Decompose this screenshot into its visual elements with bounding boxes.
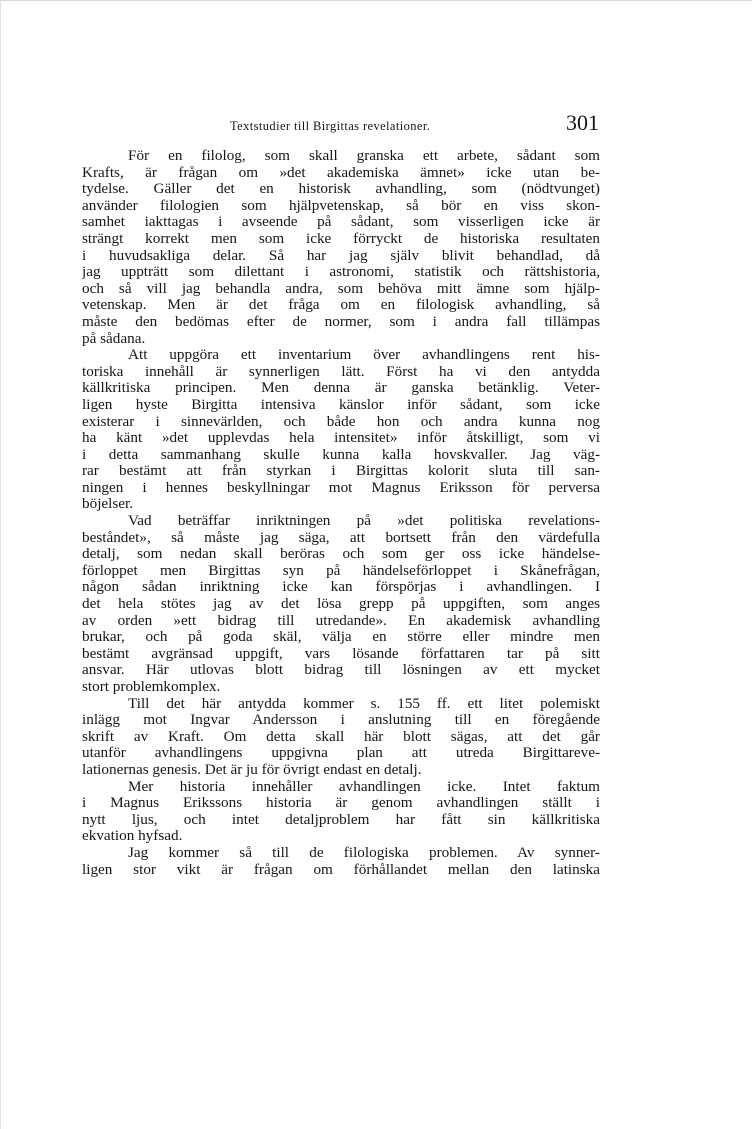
text-line: samhet iakttagas i avseende på sådant, som visserligen icke är [82,214,600,231]
text-line: Vad beträffar inriktningen på »det politiska revelations- [128,513,600,530]
text-line: ligen stor vikt är frågan om förhållandet mellan den latinska [82,861,600,878]
text-line: Till det här antydda kommer s. 155 ff. ett litet polemiskt [128,695,600,712]
text-line: måste den bedömas efter de normer, som i andra fall tillämpas [82,313,600,330]
text-line: inlägg mot Ingvar Andersson i anslutning till en föregående [82,712,600,729]
text-line: vetenskap. Men är det fråga om en filologisk avhandling, så [82,297,600,314]
page-number: 301 [566,110,599,135]
running-head [82,110,600,144]
text-line: förloppet men Birgittas syn på händelseförloppet i Skånefrågan, [82,562,600,579]
text-line: någon sådan inriktning icke kan förspörjas i avhandlingen. I [82,579,600,596]
text-line: använder filologien som hjälpvetenskap, så bör en viss skon- [82,197,600,214]
text-line: ha känt »det upplevdas hela intensitet» inför åtskilligt, som vi [82,430,600,447]
text-line: ekvation hyfsad. [82,828,183,845]
text-line: tydelse. Gäller det en historisk avhandling, som (nödtvunget) [82,181,600,198]
text-line: ningen i hennes beskyllningar mot Magnus Eriksson för perversa [82,479,600,496]
text-line: på sådana. [82,330,146,347]
text-line: ligen hyste Birgitta intensiva känslor inför sådant, som icke [82,396,600,413]
text-line: utanför avhandlingens uppgivna plan att utreda Birgittareve- [82,745,600,762]
text-line: Att uppgöra ett inventarium över avhandlingens rent his- [128,347,600,364]
text-line: ansvar. Här utlovas blott bidrag till lösningen av ett mycket [82,662,600,679]
running-title: Textstudier till Birgittas revelationer. [230,119,431,133]
text-line: För en filolog, som skall granska ett arbete, sådant som [128,148,600,164]
body-text [82,148,600,878]
text-line: Krafts, är frågan om »det akademiska ämnet» icke utan be- [82,164,600,181]
text-line: och så vill jag behandla andra, som behöva mitt ämne som hjälp- [82,280,600,297]
text-line: i huvudsakliga delar. Så har jag själv blivit behandlad, då [82,247,600,264]
text-line: strängt korrekt men som icke förryckt de historiska resultaten [82,230,600,247]
text-line: det hela stötes jag av det lösa grepp på uppgiften, som anges [82,596,600,613]
text-line: lationernas genesis. Det är ju för övrigt endast en detalj. [82,761,422,778]
text-line: existerar i sinnevärlden, och både hon och andra kunna nog [82,413,600,430]
text-line: Jag kommer så till de filologiska problemen. Av synner- [128,844,600,861]
text-line: nytt ljus, och intet detaljproblem har fått sin källkritiska [82,811,600,828]
text-line: bestämt avgränsad uppgift, vars lösande författaren tar på sitt [82,645,600,662]
text-line: av orden »ett bidrag till utredande». En akademisk avhandling [82,612,600,629]
text-line: beståndet», så måste jag säga, att bortsett från den värdefulla [82,529,600,546]
text-line: stort problemkomplex. [82,679,221,695]
text-line: källkritiska principen. Men denna är ganska betänklig. Veter- [82,380,600,397]
text-line: böjelser. [82,496,134,513]
text-line: i Magnus Erikssons historia är genom avhandlingen ställt i [82,795,600,812]
text-line: brukar, och på goda skäl, välja en större eller mindre men [82,629,600,646]
text-line: Mer historia innehåller avhandlingen icke. Intet faktum [128,778,600,795]
text-line: jag uppträtt som dilettant i astronomi, statistik och rättshistoria, [82,264,600,281]
text-line: rar bestämt att från styrkan i Birgittas kolorit sluta till san- [82,463,600,480]
text-line: skrift av Kraft. Om detta skall här blott sägas, att det går [82,728,600,745]
text-line: detalj, som nedan skall beröras och som ger oss icke händelse- [82,546,600,563]
text-line: i detta sammanhang skulle kunna kalla hovskvaller. Jag väg- [82,446,600,463]
text-line: toriska innehåll är synnerligen lätt. Först ha vi den antydda [82,363,600,380]
